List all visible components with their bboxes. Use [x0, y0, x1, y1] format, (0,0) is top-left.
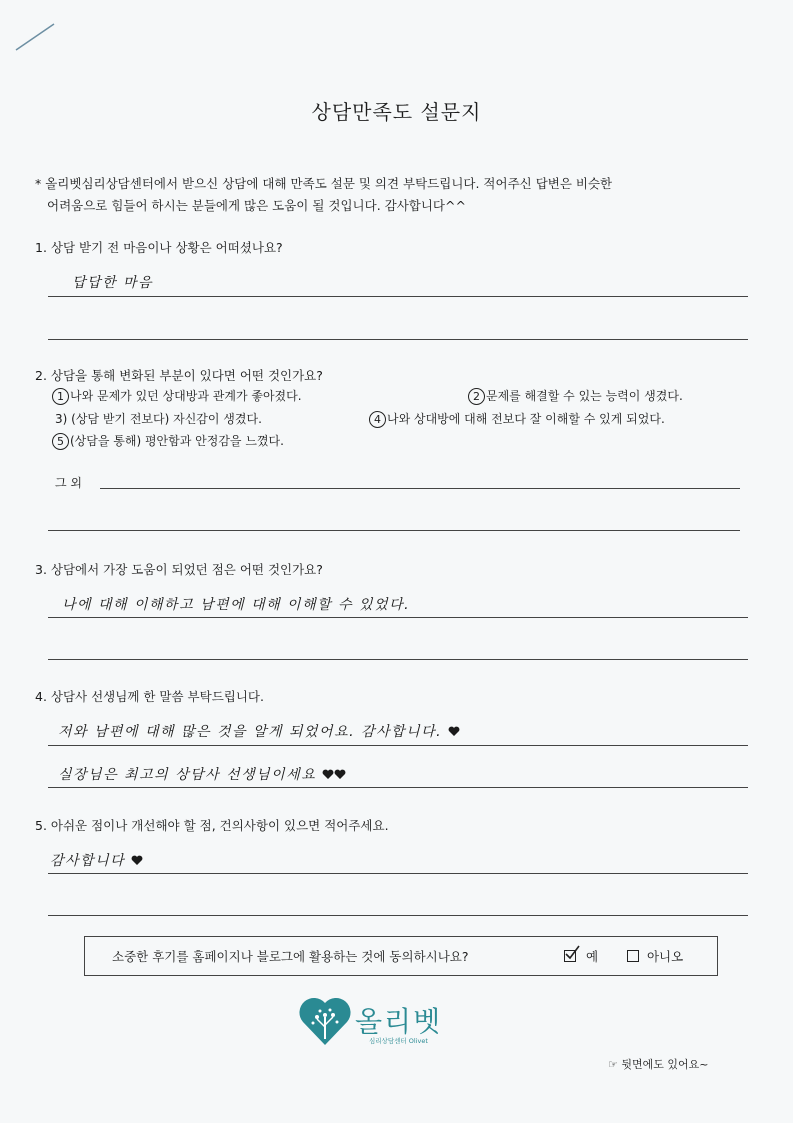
answer-line [48, 787, 748, 788]
answer-1: 답답한 마음 [72, 275, 154, 291]
intro-line-1: * 올리벳심리상담센터에서 받으신 상담에 대해 만족도 설문 및 의견 부탁드립니다. 적어주신 답변은 비슷한 [35, 176, 613, 191]
circled-number: 5 [52, 433, 69, 450]
heart-icon [131, 855, 143, 866]
answer-line [48, 617, 748, 618]
yes-checkbox[interactable] [564, 950, 576, 962]
consent-question: 소중한 후기를 홈페이지나 블로그에 활용하는 것에 동의하시나요? [112, 949, 469, 964]
answer-5: 감사합니다 [50, 850, 143, 870]
question-4: 4. 상담사 선생님께 한 말씀 부탁드립니다. [35, 689, 264, 704]
brand-subtitle: 심리상담센터 Olivet [369, 1037, 428, 1045]
option-5: 5 (상담을 통해) 평안함과 안정감을 느꼈다. [52, 432, 284, 450]
tree-heart-logo [298, 995, 352, 1047]
intro-text [35, 173, 735, 217]
heart-icon [334, 769, 346, 780]
circled-number: 2 [468, 388, 485, 405]
heart-icon [448, 726, 460, 737]
answer-line [48, 745, 748, 746]
option-4: 4 나와 상대방에 대해 전보다 잘 이해할 수 있게 되었다. [369, 410, 665, 428]
option-1: 1 나와 문제가 있던 상대방과 관계가 좋아졌다. [52, 387, 302, 405]
answer-line [48, 530, 740, 531]
question-1: 1. 상담 받기 전 마음이나 상황은 어떠셨나요? [35, 240, 283, 255]
answer-3: 나에 대해 이해하고 남편에 대해 이해할 수 있었다. [62, 597, 411, 613]
circled-number: 1 [52, 388, 69, 405]
checkmark-icon [564, 945, 580, 961]
answer-line [48, 296, 748, 297]
answer-line [48, 659, 748, 660]
brand-name: 올리벳 [355, 1005, 443, 1038]
answer-line [48, 873, 748, 874]
answer-4b: 실장님은 최고의 상담사 선생님이세요 [58, 764, 346, 784]
consent-no[interactable]: 아니오 [627, 947, 683, 965]
option-3: 3) (상담 받기 전보다) 자신감이 생겼다. [55, 412, 262, 426]
answer-line [48, 915, 748, 916]
no-checkbox[interactable] [627, 950, 639, 962]
answer-line [48, 339, 748, 340]
question-3: 3. 상담에서 가장 도움이 되었던 점은 어떤 것인가요? [35, 562, 323, 577]
back-page-note: ☞ 뒷면에도 있어요~ [608, 1058, 709, 1071]
consent-yes[interactable]: 예 [564, 947, 598, 965]
intro-line-2: 어려움으로 힘들어 하시는 분들에게 많은 도움이 될 것입니다. 감사합니다^^ [47, 198, 466, 213]
option-2: 2 문제를 해결할 수 있는 능력이 생겼다. [468, 387, 683, 405]
answer-4a: 저와 남편에 대해 많은 것을 알게 되었어요. 감사합니다. [58, 721, 460, 741]
pen-stroke-mark [10, 20, 60, 55]
page-title: 상담만족도 설문지 [311, 100, 482, 124]
other-label: 그 외 [55, 476, 82, 490]
question-2: 2. 상담을 통해 변화된 부분이 있다면 어떤 것인가요? [35, 368, 323, 383]
heart-icon [322, 769, 334, 780]
question-5: 5. 아쉬운 점이나 개선해야 할 점, 건의사항이 있으면 적어주세요. [35, 818, 389, 833]
circled-number: 4 [369, 411, 386, 428]
answer-line [100, 488, 740, 489]
